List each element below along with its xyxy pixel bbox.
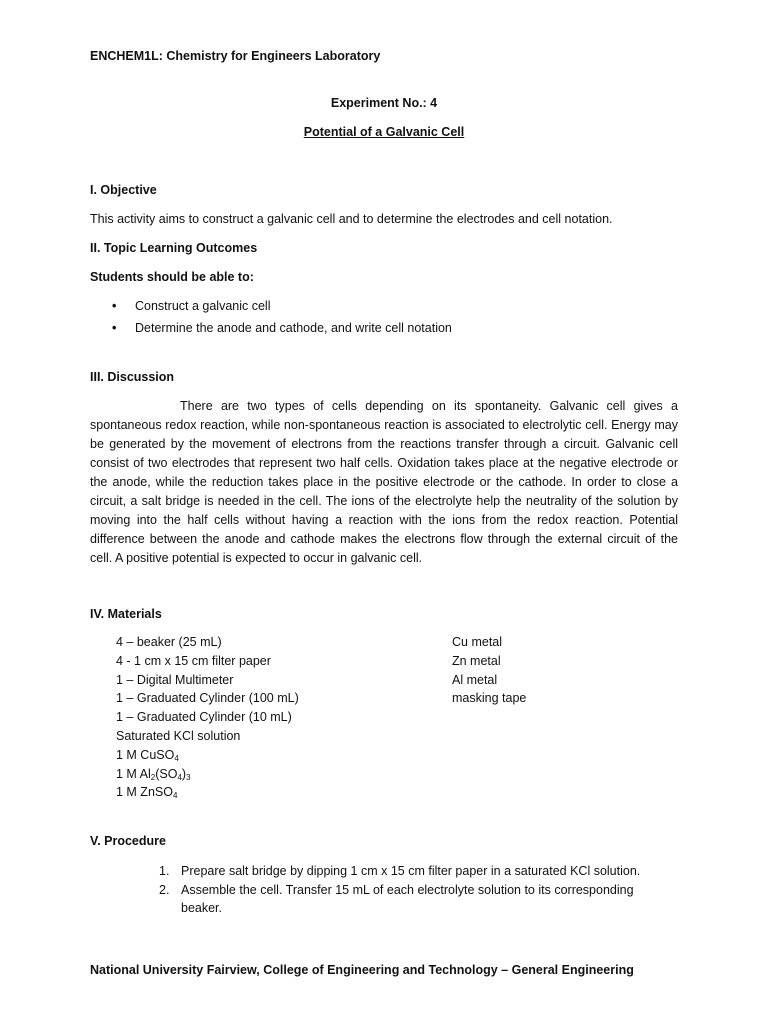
material-cuso4: 1 M CuSO$_4$ [116, 747, 179, 763]
list-item: • Determine the anode and cathode, and write cell notation [112, 319, 452, 341]
list-item: Zn metal [452, 653, 501, 668]
list-item: masking tape [452, 691, 527, 706]
list-item: Saturated KCl solution [116, 728, 241, 743]
procedure-heading: V. Procedure [90, 834, 166, 848]
list-item: 4 – beaker (25 mL) [116, 635, 222, 649]
page-footer: National University Fairview, College of Engineering and Technology – General Engineering [90, 963, 634, 977]
list-item: Cu metal [452, 635, 503, 649]
experiment-title: Potential of a Galvanic Cell [303, 125, 465, 139]
list-item: 1 – Graduated Cylinder (10 mL) [116, 710, 292, 725]
list-item: 1. Prepare salt bridge by dipping 1 cm x 15 cm filter paper in a saturated KCl solution. [159, 864, 641, 878]
list-item: 1 – Digital Multimeter [116, 672, 234, 687]
materials-left-column [116, 633, 299, 802]
discussion-heading: III. Discussion [90, 370, 175, 384]
discussion-text: There are two types of cells depending on its spontaneity. Galvanic cell gives a spontaneous redox reaction, while non-spontaneous reaction is associated to electrolytic cell. Energy may be generated by the movement of electrons from the reactions transfer through a circuit. Galvanic cell consist of two electrodes that represent two half cells. Oxidation takes place at the negative electrode or the anode, while the reduction takes place in the positive electrode or the cathode. In order to close a circuit, a salt bridge is needed in the cell. The ions of the electrolyte help the neutrality of the solution by moving into the half cells without having a reaction with the ions from the redox reaction. Potential difference between the anode and cathode makes the electrons flow through the external circuit of the cell. A positive potential is expected to occur in galvanic cell. [90, 399, 678, 565]
material-al2so43: 1 M $Al_2(SO_4)_3$ [116, 766, 191, 782]
list-item: 2. Assemble the cell. Transfer 15 mL of each electrolyte solution to its corresponding beaker. [159, 882, 634, 915]
outcomes-heading: II. Topic Learning Outcomes [90, 241, 258, 255]
procedure-list [159, 862, 649, 918]
list-item: 1 – Graduated Cylinder (100 mL) [116, 691, 299, 706]
list-item: 4 - 1 cm x 15 cm filter paper [116, 653, 271, 668]
material-znso4: 1 M ZnSO$_4$ [116, 785, 178, 801]
list-item: Al metal [452, 672, 498, 687]
list-item: • Construct a galvanic cell [112, 297, 452, 319]
materials-right-column [452, 633, 526, 708]
outcomes-intro: Students should be able to: [90, 270, 254, 284]
objective-text: This activity aims to construct a galvanic cell and to determine the electrodes and cell notation. [90, 212, 613, 226]
course-header: ENCHEM1L: Chemistry for Engineers Laboratory [90, 49, 381, 63]
experiment-number: Experiment No.: 4 [330, 96, 438, 110]
objective-heading: I. Objective [90, 183, 157, 197]
materials-heading: IV. Materials [90, 607, 162, 621]
outcomes-list [112, 297, 452, 341]
